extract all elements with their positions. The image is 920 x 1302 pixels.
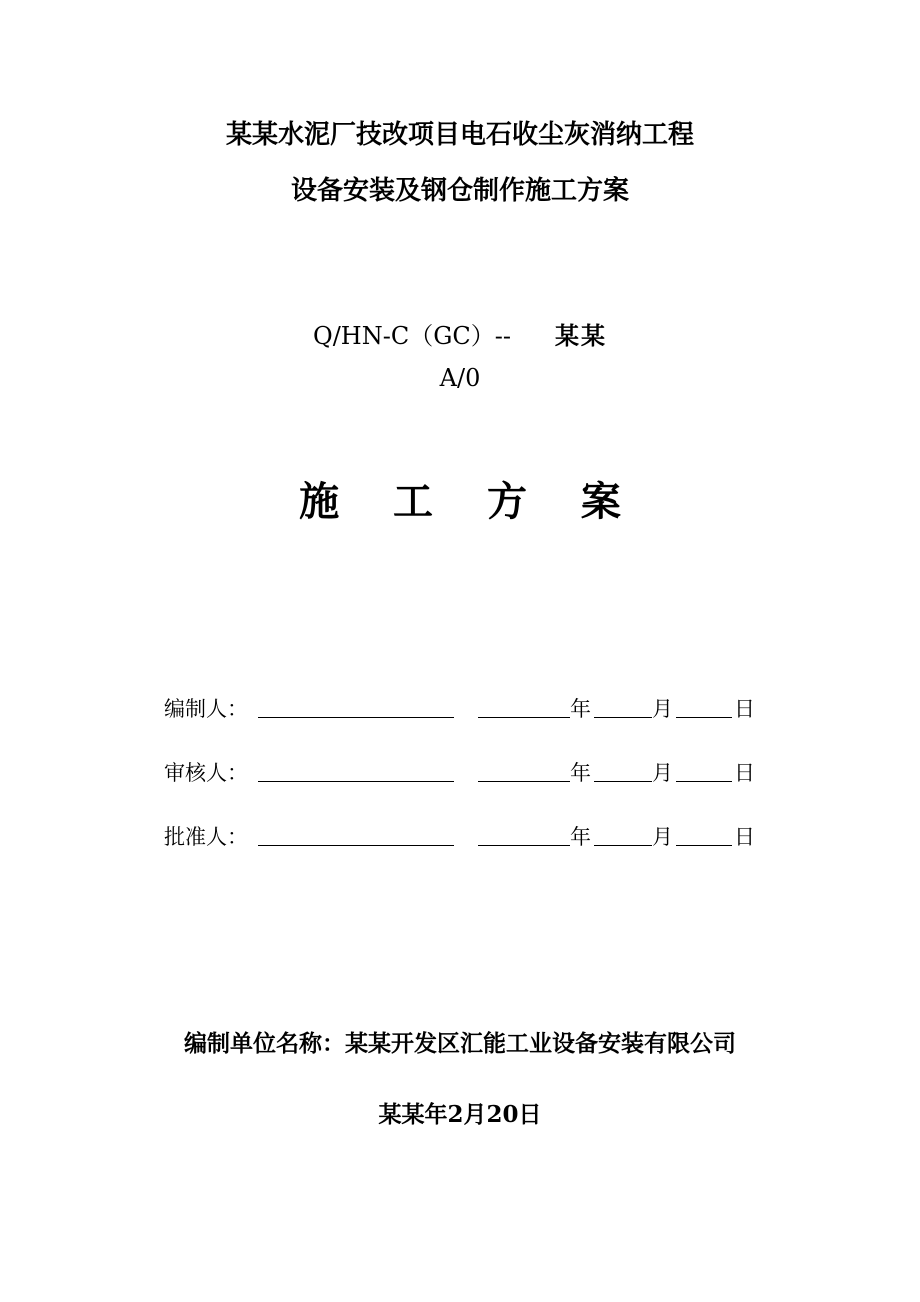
document-code	[0, 316, 920, 351]
signature-label: 编制人：	[164, 697, 248, 721]
document-code-suffix: 某某	[554, 321, 607, 350]
signature-year-line	[478, 845, 570, 846]
month-label: 月	[652, 697, 673, 721]
year-label: 年	[570, 697, 591, 721]
year-label: 年	[570, 761, 591, 785]
document-code-text: Q/HN-C（GC）--	[313, 322, 511, 350]
signature-name-line	[258, 717, 454, 718]
signature-month-line	[594, 845, 652, 846]
month-label: 月	[652, 761, 673, 785]
signature-month-line	[594, 781, 652, 782]
document-title-line-2: 设备安装及钢仓制作施工方案	[290, 176, 629, 206]
signature-day-line	[676, 781, 732, 782]
signature-year-line	[478, 717, 570, 718]
signature-day-line	[676, 845, 732, 846]
signature-name-line	[258, 781, 454, 782]
year-label: 年	[570, 825, 591, 849]
day-label: 日	[734, 825, 755, 849]
signature-label: 批准人：	[164, 825, 248, 849]
month-label: 月	[652, 825, 673, 849]
signature-day-line	[676, 717, 732, 718]
document-title-line-1: 某某水泥厂技改项目电石收尘灰消纳工程	[225, 120, 694, 150]
compiling-unit: 编制单位名称：某某开发区汇能工业设备安装有限公司	[184, 1030, 736, 1057]
document-revision: A/0	[439, 364, 481, 392]
document-date: 某某年2月20日	[378, 1101, 542, 1128]
main-heading: 施 工 方 案	[299, 478, 641, 525]
signature-month-line	[594, 717, 652, 718]
signature-label: 审核人：	[164, 761, 248, 785]
day-label: 日	[734, 697, 755, 721]
signature-name-line	[258, 845, 454, 846]
day-label: 日	[734, 761, 755, 785]
signature-year-line	[478, 781, 570, 782]
